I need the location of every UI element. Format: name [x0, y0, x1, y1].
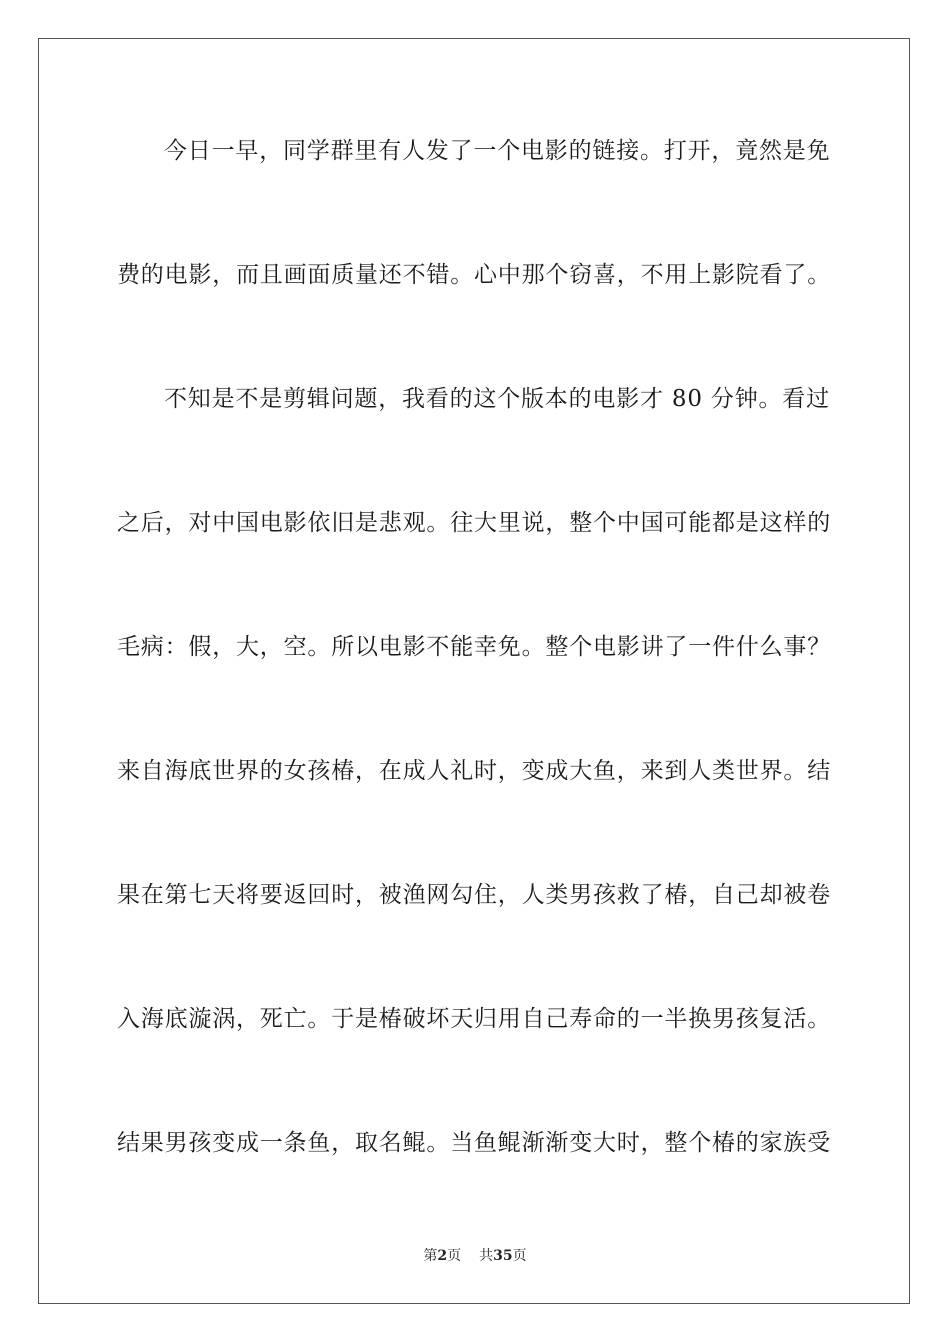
text-line-1: 今日一早，同学群里有人发了一个电影的链接。打开，竟然是免: [164, 138, 831, 164]
text-line-5: 毛病：假，大，空。所以电影不能幸免。整个电影讲了一件什么事？: [117, 634, 831, 660]
total-pages: 35: [493, 1248, 513, 1264]
text-line-2: 费的电影，而且画面质量还不错。心中那个窃喜，不用上影院看了。: [117, 262, 831, 288]
page-number: 2: [437, 1248, 448, 1264]
text-line-4: 之后，对中国电影依旧是悲观。往大里说，整个中国可能都是这样的: [117, 510, 831, 536]
page-prefix: 第: [423, 1248, 438, 1264]
page-footer: [0, 1247, 950, 1265]
total-prefix: 共: [479, 1248, 494, 1264]
page-suffix: 页: [447, 1248, 462, 1264]
text-line-6: 来自海底世界的女孩椿，在成人礼时，变成大鱼，来到人类世界。结: [117, 758, 831, 784]
text-line-7: 果在第七天将要返回时，被渔网勾住，人类男孩救了椿，自己却被卷: [117, 882, 831, 908]
text-line-8: 入海底漩涡，死亡。于是椿破坏天归用自己寿命的一半换男孩复活。: [117, 1006, 831, 1032]
text-line-9: 结果男孩变成一条鱼，取名鲲。当鱼鲲渐渐变大时，整个椿的家族受: [117, 1130, 831, 1156]
text-line-3: 不知是不是剪辑问题，我看的这个版本的电影才 80 分钟。看过: [164, 386, 830, 412]
total-suffix: 页: [512, 1248, 527, 1264]
page-border: [38, 38, 910, 1304]
